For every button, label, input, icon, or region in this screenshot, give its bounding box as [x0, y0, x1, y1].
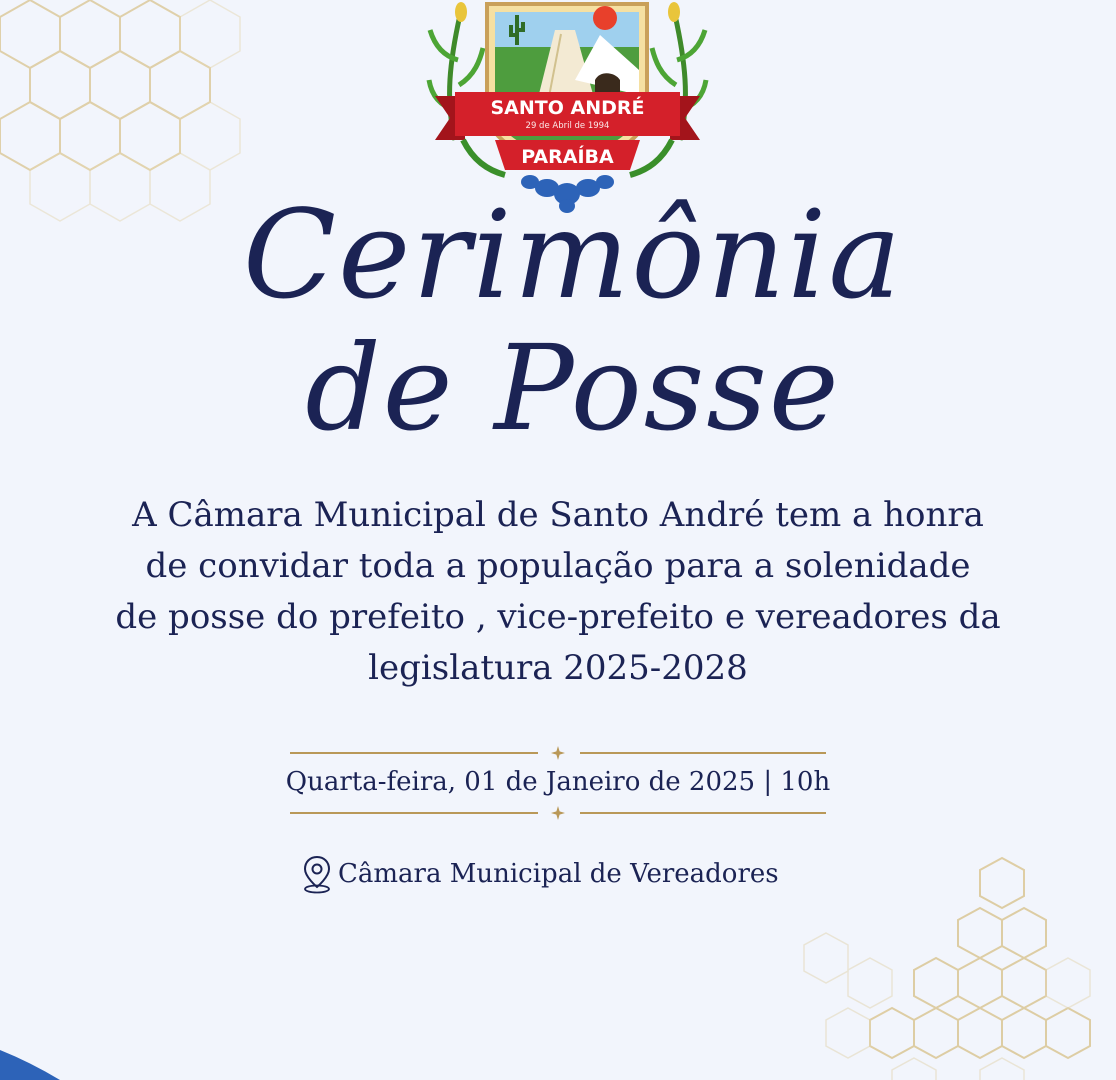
event-date-time: Quarta-feira, 01 de Janeiro de 2025 | 10h [285, 767, 831, 797]
location-label: Câmara Municipal de Vereadores [338, 859, 779, 889]
invitation-text [70, 490, 1046, 694]
title-line-2: de Posse [305, 319, 841, 457]
invitation-line: A Câmara Municipal de Santo André tem a honra [132, 495, 984, 535]
invitation-line: de posse do prefeito , vice-prefeito e vereadores da [115, 597, 1001, 637]
divider-line [290, 752, 538, 754]
ornament-divider-bottom [290, 806, 826, 820]
crest-city-name: SANTO ANDRÉ [490, 97, 645, 119]
divider-line [580, 752, 826, 754]
map-pin-icon [300, 854, 334, 894]
crest-state-name: PARAÍBA [521, 146, 614, 168]
four-point-star-icon [551, 806, 565, 820]
divider-line [290, 812, 538, 814]
event-location [300, 852, 779, 896]
title-line-1: Cerimônia [242, 184, 904, 326]
divider-line [580, 812, 826, 814]
invitation-line: de convidar toda a população para a solenidade [145, 546, 971, 586]
ornament-divider-top [290, 746, 826, 760]
blue-corner-swoosh [0, 1040, 70, 1080]
hexagon-pattern-bottom-right [770, 830, 1116, 1080]
invitation-line: legislatura 2025-2028 [368, 648, 748, 688]
four-point-star-icon [551, 746, 565, 760]
crest-founding-date: 29 de Abril de 1994 [525, 121, 610, 131]
